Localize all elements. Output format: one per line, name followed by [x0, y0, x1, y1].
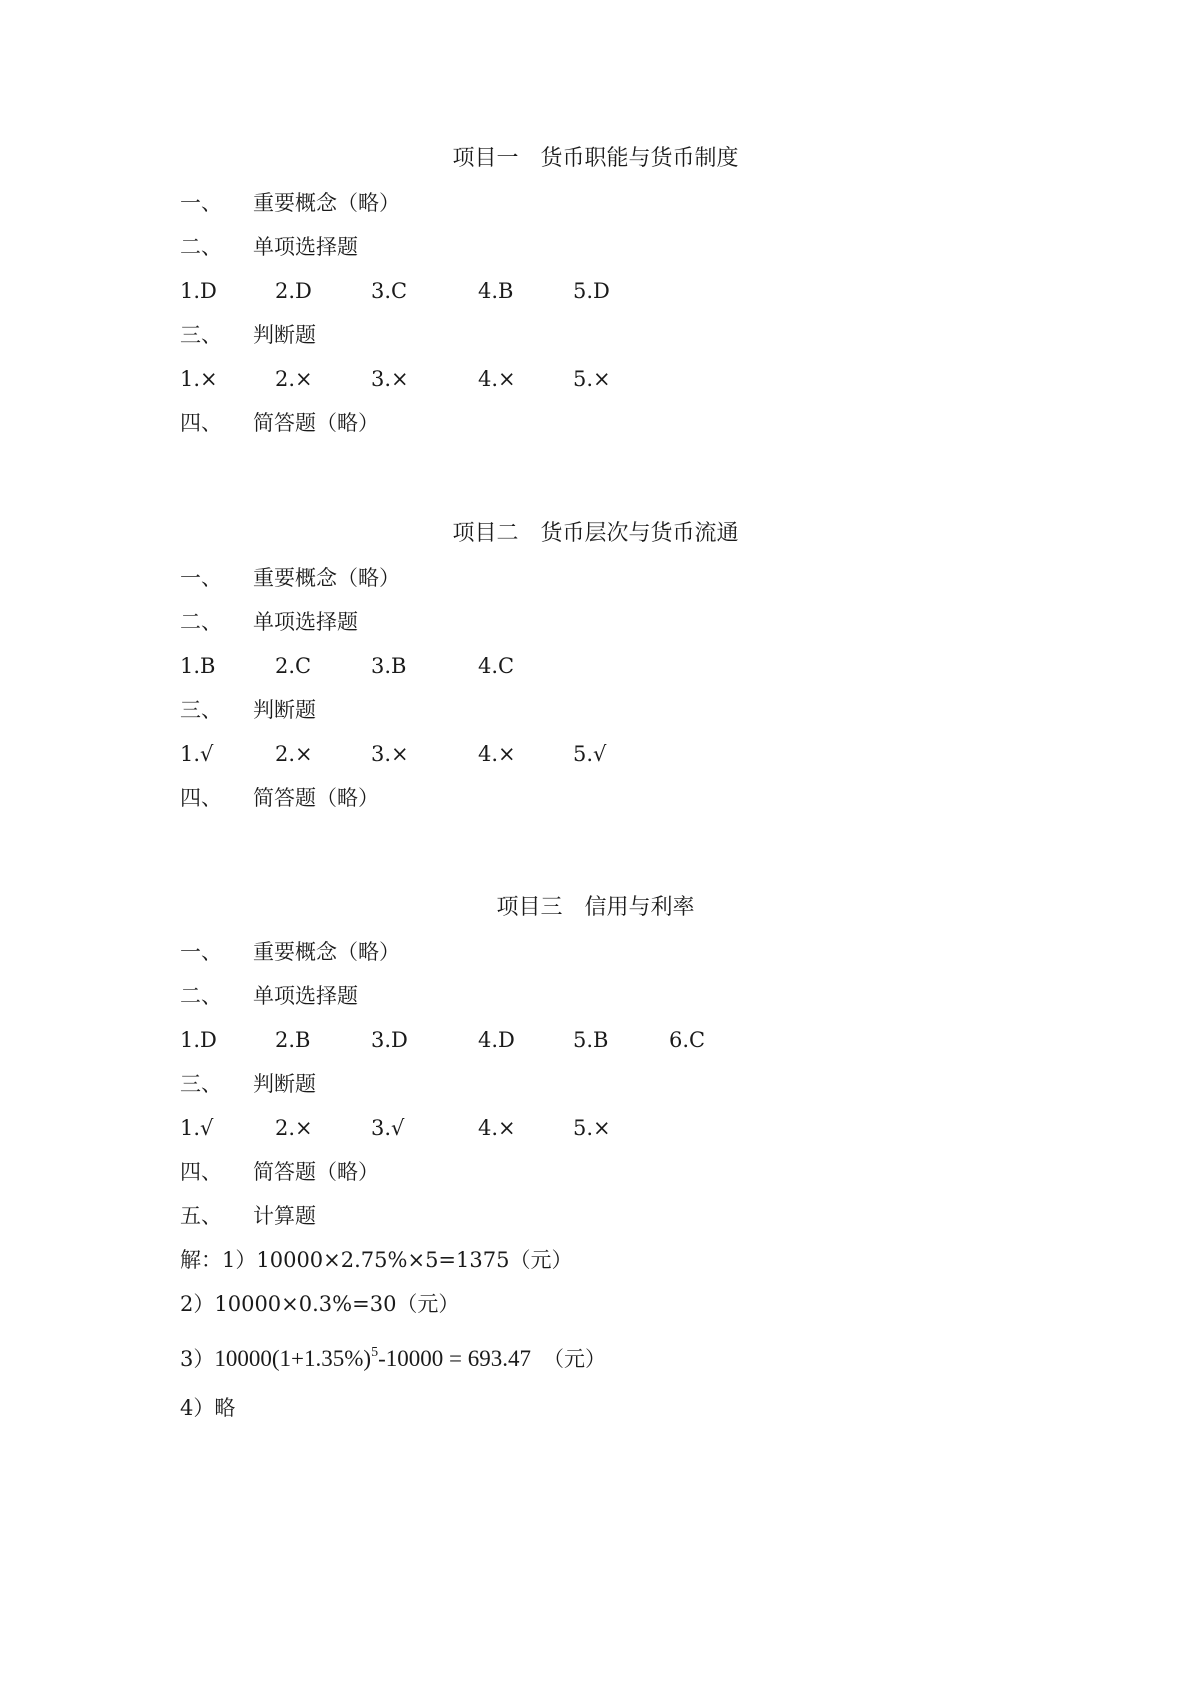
answer: 2.×: [275, 1116, 313, 1140]
answer: 5.×: [573, 1116, 611, 1140]
s2-judge-heading: 三、 判断题: [180, 698, 316, 722]
s2-short-answer: 四、 简答题（略）: [180, 786, 379, 810]
solution-4: 4）略: [180, 1396, 236, 1420]
answer: 4.D: [478, 1028, 515, 1052]
answer: 5.×: [573, 367, 611, 391]
answer: 3.D: [371, 1028, 408, 1052]
answer: 1.D: [180, 279, 217, 303]
answer: 4.×: [478, 742, 516, 766]
s3-short-answer: 四、 简答题（略）: [180, 1160, 379, 1184]
answer: 2.B: [275, 1028, 311, 1052]
s1-choice-answers: [180, 276, 1080, 306]
s3-choice-heading: 二、 单项选择题: [180, 984, 358, 1008]
answer: 2.C: [275, 654, 312, 678]
s1-choice-heading: 二、 单项选择题: [180, 235, 358, 259]
solution-1: 解：1）10000×2.75%×5=1375（元）: [180, 1248, 573, 1272]
s3-judge-answers: [180, 1113, 1080, 1143]
answer: 5.√: [573, 742, 607, 766]
answer: 3.√: [371, 1116, 405, 1140]
s2-concepts: 一、 重要概念（略）: [180, 566, 400, 590]
s1-judge-answers: [180, 364, 1080, 394]
answer: 1.√: [180, 1116, 214, 1140]
section-2-title: 项目二 货币层次与货币流通: [452, 521, 739, 546]
s1-judge-heading: 三、 判断题: [180, 323, 316, 347]
answer: 2.×: [275, 742, 313, 766]
answer: 4.×: [478, 367, 516, 391]
answer: 3.B: [371, 654, 407, 678]
s2-judge-answers: [180, 739, 1080, 769]
s3-choice-answers: [180, 1025, 1080, 1055]
solution-3: $3)10000(1+1.35\%)^5-10000 = 693.47$ （元）: [180, 1345, 606, 1371]
compound-interest-formula: $10000(1+1.35\%)^5-10000 = 693.47$: [214, 1345, 531, 1371]
answer: 1.D: [180, 1028, 217, 1052]
section-1-title: 项目一 货币职能与货币制度: [452, 146, 739, 171]
answer: 4.×: [478, 1116, 516, 1140]
s1-concepts: 一、 重要概念（略）: [180, 191, 400, 215]
answer: 3.×: [371, 367, 409, 391]
solution-2: 2）10000×0.3%=30（元）: [180, 1292, 460, 1316]
s1-short-answer: 四、 简答题（略）: [180, 411, 379, 435]
answer: 5.D: [573, 279, 610, 303]
answer: 3.C: [371, 279, 408, 303]
section-3-title: 项目三 信用与利率: [496, 895, 695, 920]
answer: 4.B: [478, 279, 514, 303]
answer: 2.×: [275, 367, 313, 391]
answer: 5.B: [573, 1028, 609, 1052]
answer: 4.C: [478, 654, 515, 678]
s3-judge-heading: 三、 判断题: [180, 1072, 316, 1096]
answer: 3.×: [371, 742, 409, 766]
s3-calc-heading: 五、 计算题: [180, 1204, 316, 1228]
s3-concepts: 一、 重要概念（略）: [180, 940, 400, 964]
answer: 1.√: [180, 742, 214, 766]
s2-choice-answers: [180, 651, 1080, 681]
answer: 1.×: [180, 367, 218, 391]
answer: 1.B: [180, 654, 216, 678]
answer: 6.C: [669, 1028, 706, 1052]
answer: 2.D: [275, 279, 312, 303]
s2-choice-heading: 二、 单项选择题: [180, 610, 358, 634]
